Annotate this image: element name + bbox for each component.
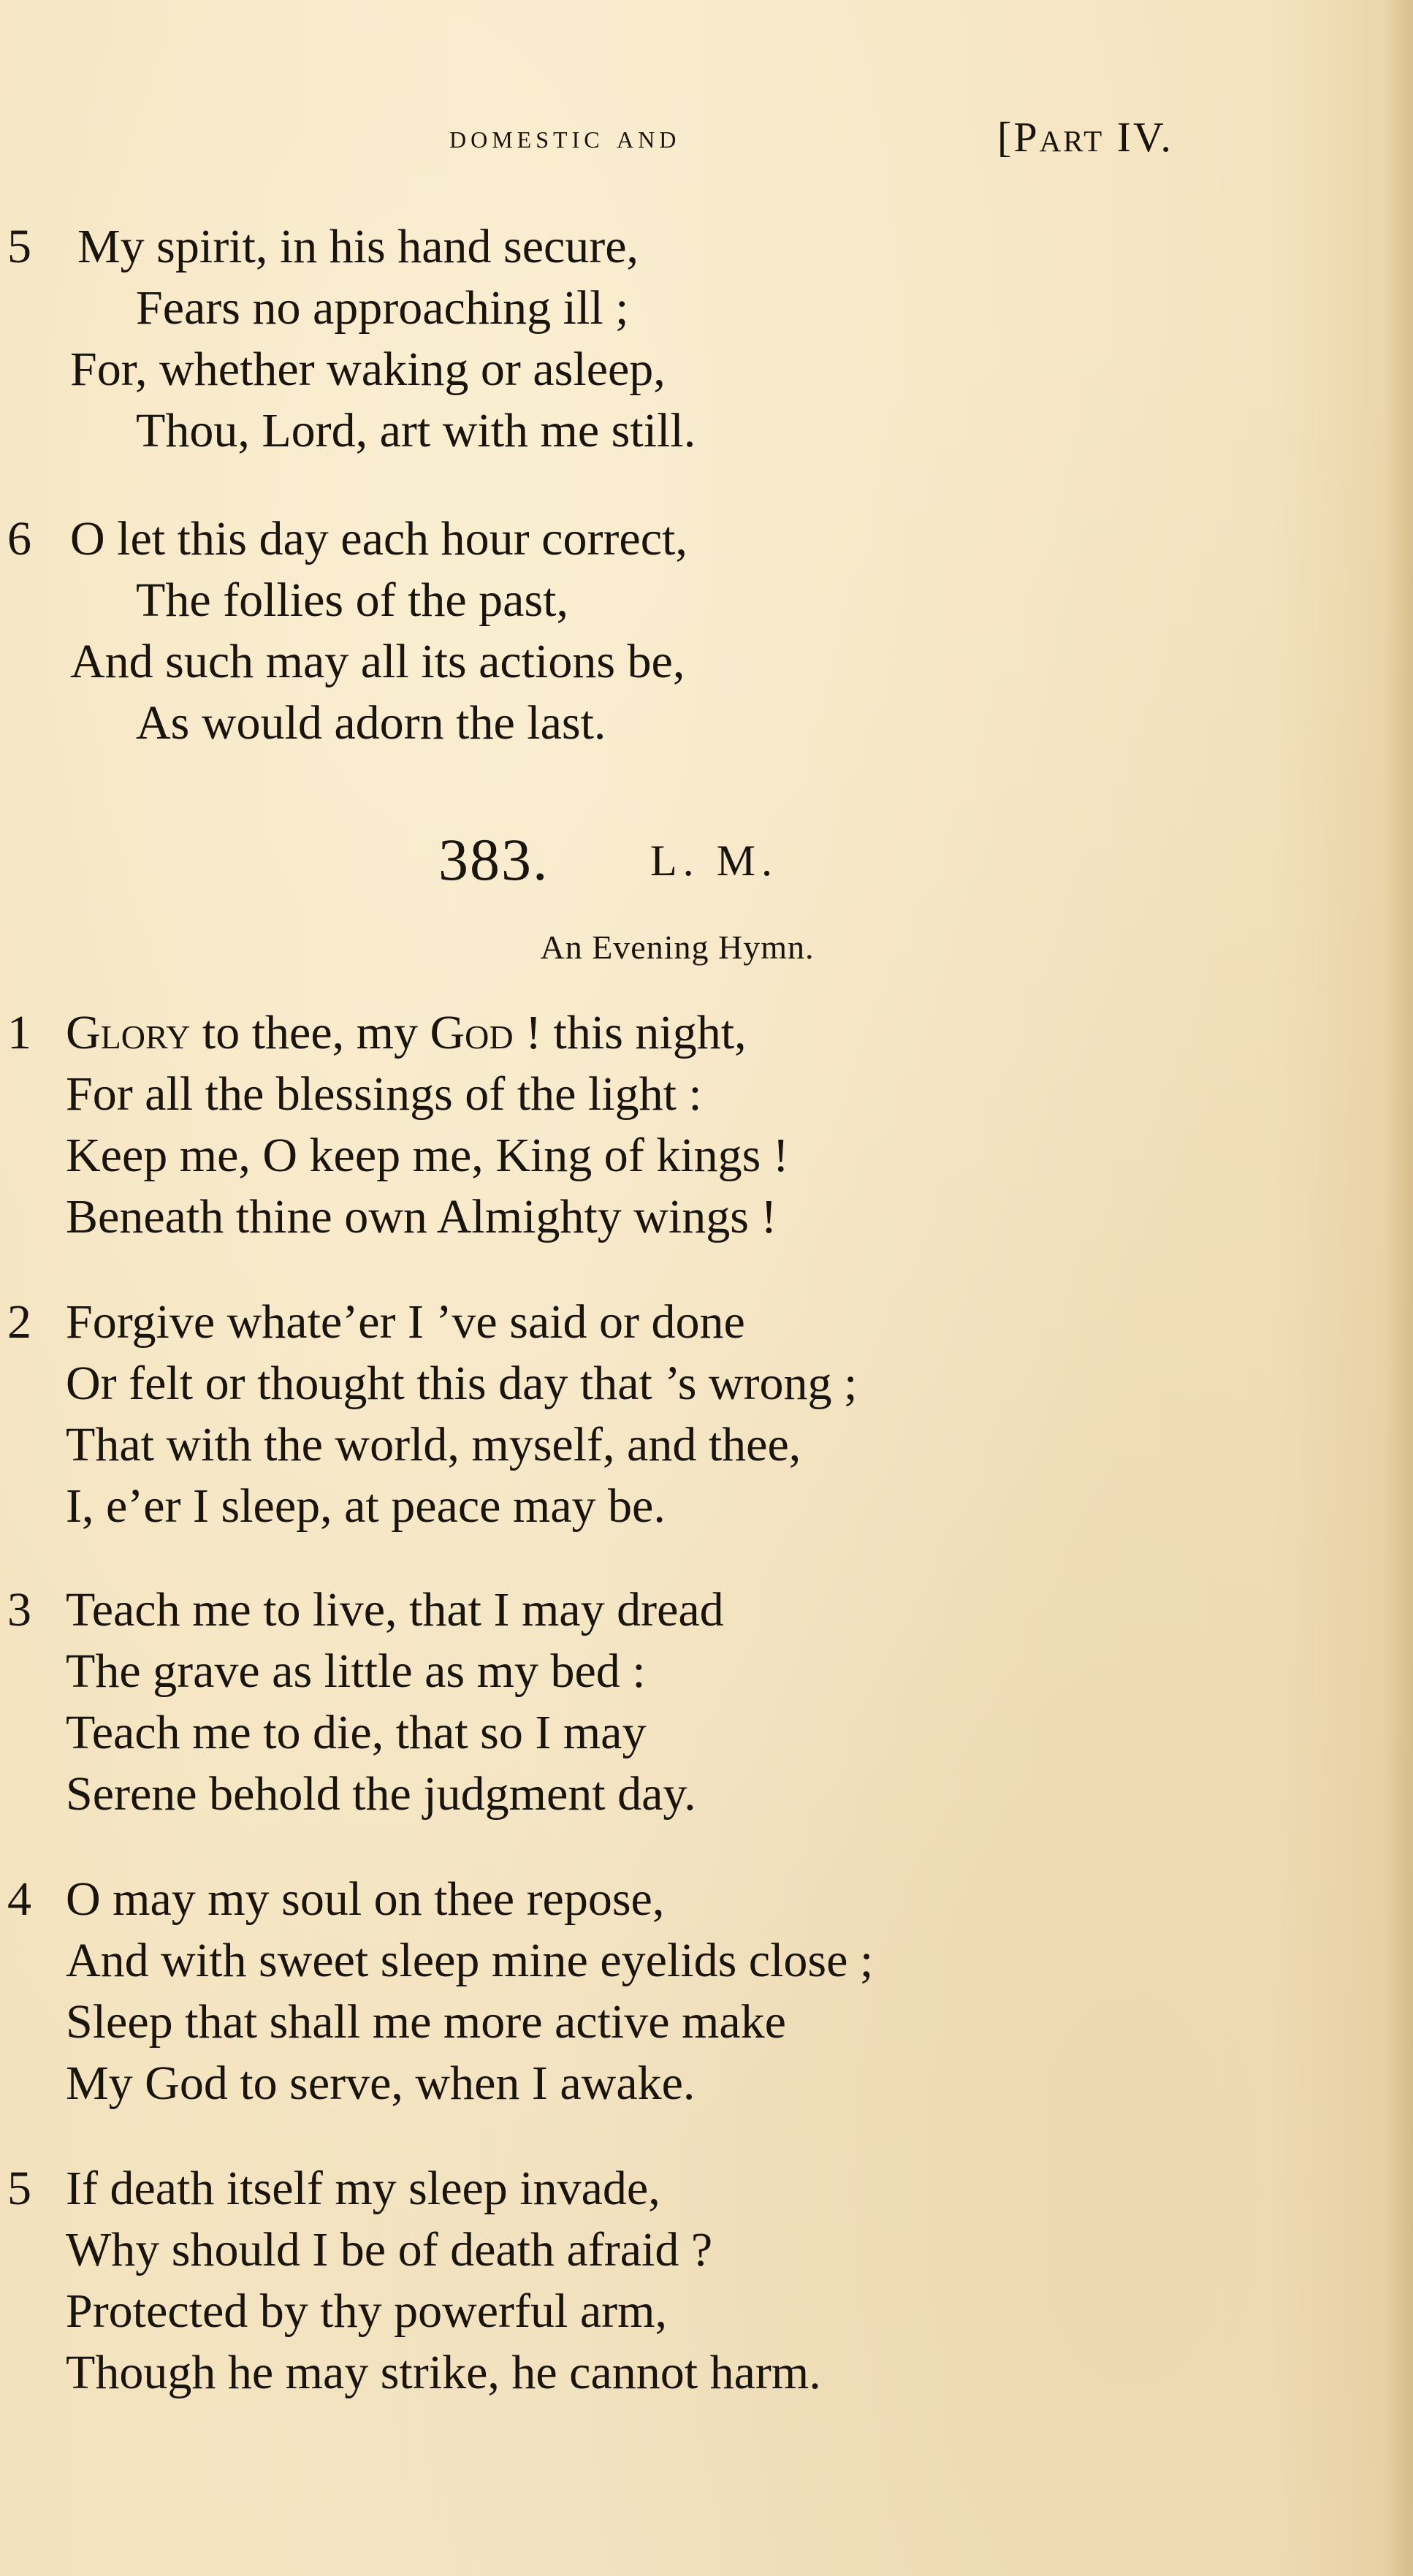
- page-edge-shadow: [1384, 0, 1413, 2576]
- verse-line: And such may all its actions be,: [70, 635, 685, 688]
- verse-line: Keep me, O keep me, King of kings !: [66, 1129, 789, 1182]
- verse-line: O let this day each hour correct,: [70, 512, 688, 565]
- stanza-number: 2: [7, 1295, 31, 1349]
- first-line-mid: to thee, my: [190, 1006, 430, 1059]
- verse-line: Though he may strike, he cannot harm.: [66, 2346, 821, 2399]
- verse-line: Or felt or thought this day that ’s wrong ;: [66, 1357, 858, 1410]
- verse-line: [66, 1002, 747, 1064]
- verse-line: Fears no approaching ill ;: [136, 281, 629, 335]
- verse-line: The grave as little as my bed :: [66, 1645, 646, 1698]
- running-head-part: [Part IV.: [997, 113, 1173, 161]
- verse-line: Beneath thine own Almighty wings !: [66, 1190, 777, 1243]
- hymn-subtitle: An Evening Hymn.: [540, 929, 815, 966]
- hymn-meter: L. M.: [650, 837, 778, 885]
- verse-line: Teach me to live, that I may dread: [66, 1583, 724, 1636]
- stanza-number: 1: [7, 1006, 31, 1059]
- stanza-number: 4: [7, 1872, 31, 1926]
- verse-line: The follies of the past,: [136, 573, 569, 627]
- hymn-heading: [0, 826, 1413, 899]
- god-word: God: [430, 1006, 514, 1059]
- verse-line: Teach me to die, that so I may: [66, 1706, 647, 1759]
- verse-line: I, e’er I sleep, at peace may be.: [66, 1479, 666, 1533]
- verse-line: Thou, Lord, art with me still.: [136, 404, 696, 457]
- verse-line: My spirit, in his hand secure,: [77, 220, 639, 273]
- verse-line: Why should I be of death afraid ?: [66, 2223, 713, 2276]
- stanza-number: 6: [7, 512, 31, 565]
- verse-line: O may my soul on thee repose,: [66, 1872, 665, 1926]
- verse-line: Protected by thy powerful arm,: [66, 2285, 667, 2338]
- verse-line: My God to serve, when I awake.: [66, 2057, 696, 2110]
- verse-line: For, whether waking or asleep,: [70, 343, 666, 396]
- first-word: Glory: [66, 1006, 191, 1059]
- first-line-end: ! this night,: [513, 1006, 747, 1059]
- running-head: [0, 113, 1413, 168]
- verse-line: As would adorn the last.: [136, 696, 606, 750]
- verse-line: Serene behold the judgment day.: [66, 1767, 696, 1821]
- verse-line: If death itself my sleep invade,: [66, 2162, 660, 2215]
- hymn-number: 383.: [438, 826, 549, 893]
- verse-line: For all the blessings of the light :: [66, 1067, 702, 1121]
- stanza-number: 5: [7, 220, 31, 273]
- verse-line: Sleep that shall me more active make: [66, 1995, 786, 2049]
- stanza-number: 3: [7, 1583, 31, 1636]
- verse-line: That with the world, myself, and thee,: [66, 1418, 801, 1471]
- verse-line: And with sweet sleep mine eyelids close ;: [66, 1934, 874, 1987]
- verse-line: Forgive whate’er I ’ve said or done: [66, 1295, 745, 1349]
- stanza-number: 5: [7, 2162, 31, 2215]
- running-head-title: domestic and: [449, 118, 681, 155]
